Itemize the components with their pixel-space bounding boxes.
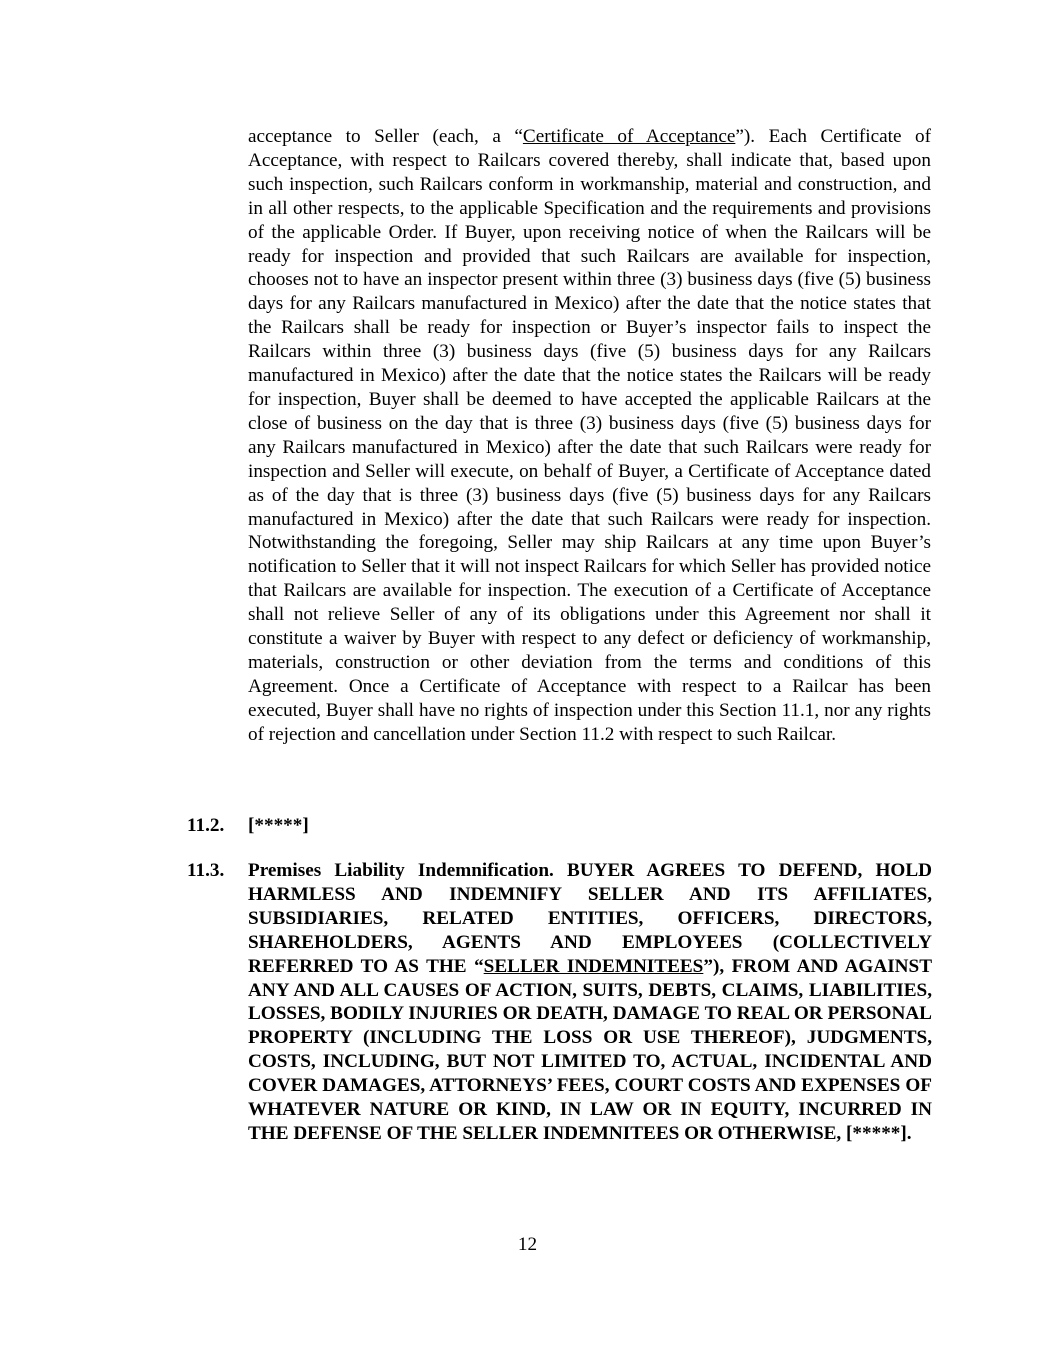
section-heading: Premises Liability Indemnification. <box>248 860 554 881</box>
section-body <box>248 859 932 1146</box>
section-text-part-1: BUYER AGREES TO DEFEND, HOLD HARMLESS AND INDEMNIFY SELLER AND ITS AFFILIATES, SUBSIDIARIES, RELATED ENTITIES, OFFICERS, DIRECTORS, SHAREHOLDERS, AGENTS AND EMPLOYEES (COLLECTIVELY REFERRED TO AS THE “ <box>248 860 932 977</box>
section-11-1-continued-paragraph <box>248 125 931 747</box>
defined-term-seller-indemnitees: SELLER INDEMNITEES <box>483 955 704 977</box>
defined-term-certificate-of-acceptance: Certificate of Acceptance <box>522 126 736 147</box>
paragraph-text-part-1: acceptance to Seller (each, a “ <box>248 126 523 147</box>
section-number: 11.2. <box>187 815 225 836</box>
section-number: 11.3. <box>187 860 225 881</box>
section-text-part-2: ”), FROM AND AGAINST ANY AND ALL CAUSES OF ACTION, SUITS, DEBTS, CLAIMS, LIABILITIES, LOSSES, BODILY INJURIES OR DEATH, DAMAGE TO REAL OR PERSONAL PROPERTY (INCLUDING THE LOSS OR USE THEREOF), JUDGMENTS, COSTS, INCLUDING, BUT NOT LIMITED TO, ACTUAL, INCIDENTAL AND COVER DAMAGES, ATTORNEYS’ FEES, COURT COSTS AND EXPENSES OF WHATEVER NATURE OR KIND, IN LAW OR IN EQUITY, INCURRED IN THE DEFENSE OF THE SELLER INDEMNITEES OR OTHERWISE, [*****]. <box>248 955 933 1144</box>
section-11-2 <box>187 814 932 838</box>
page-number: 12 <box>517 1234 538 1255</box>
section-text: [*****] <box>248 815 309 836</box>
paragraph-text-part-2: ”). Each Certificate of Acceptance, with respect to Railcars covered thereby, shall indicate that, based upon such inspection, such Railcars conform in workmanship, material and construction, and in all other respects, to the applicable Specification and the requirements and provisions of the applicable Order. If Buyer, upon receiving notice of when the Railcars will be ready for inspection and provided that such Railcars are available for inspection, chooses not to have an inspector present within three (3) business days (five (5) business days for any Railcars manufactured in Mexico) after the date that the notice states that the Railcars shall be ready for inspection or Buyer’s inspector fails to inspect the Railcars within three (3) business days (five (5) business days for any Railcars manufactured in Mexico) after the date that the notice states the Railcars will be ready for inspection, Buyer shall be deemed to have accepted the applicable Railcars at the close of business on the day that is three (3) business days (five (5) business days for any Railcars manufactured in Mexico) after the date that such Railcars were ready for inspection and Seller will execute, on behalf of Buyer, a Certificate of Acceptance dated as of the day that is three (3) business days (five (5) business days for any Railcars manufactured in Mexico) after the date that such Railcars were ready for inspection. Notwithstanding the foregoing, Seller may ship Railcars at any time upon Buyer’s notification to Seller that it will not inspect Railcars for which Seller has provided notice that Railcars are available for inspection. The execution of a Certificate of Acceptance shall not relieve Seller of any of its obligations under this Agreement nor shall it constitute a waiver by Buyer with respect to any defect or deficiency of workmanship, materials, construction or other deviation from the terms and conditions of this Agreement. Once a Certificate of Acceptance with respect to a Railcar has been executed, Buyer shall have no rights of inspection under this Section 11.1, nor any rights of rejection and cancellation under Section 11.2 with respect to such Railcar. <box>248 126 931 745</box>
section-11-3 <box>187 859 932 1146</box>
